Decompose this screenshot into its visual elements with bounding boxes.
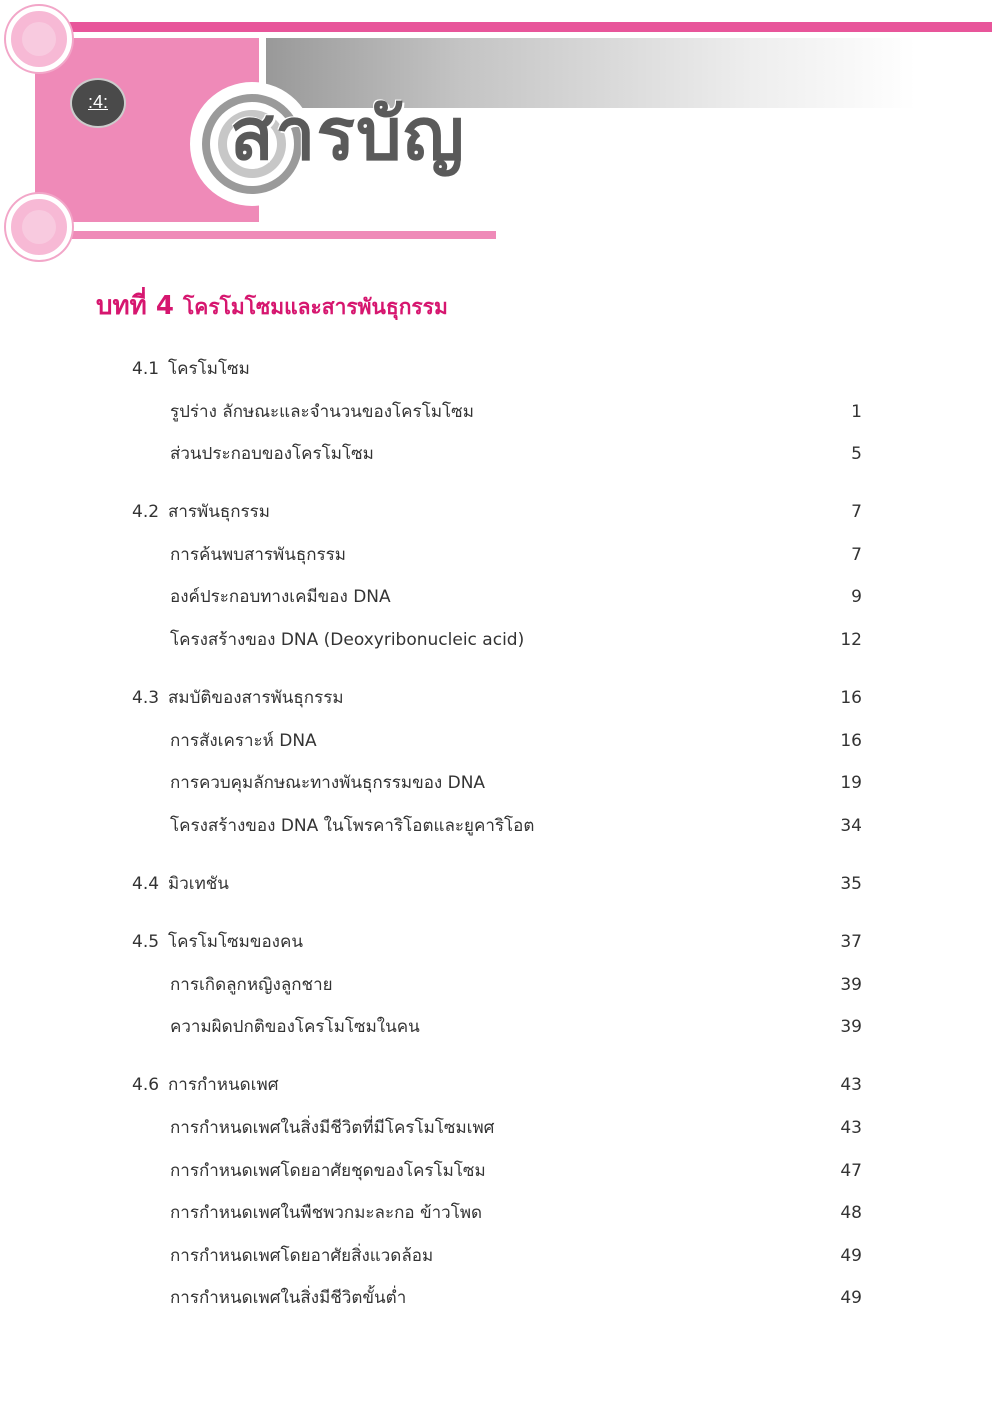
toc-entry-row xyxy=(0,968,992,1002)
toc-entry-row xyxy=(0,1239,992,1273)
toc-page-number: 47 xyxy=(840,1161,862,1181)
toc-section-number: 4.5 xyxy=(132,932,160,952)
toc-entry-label: การกำหนดเพศโดยอาศัยชุดของโครโมโซม xyxy=(170,1161,486,1181)
toc-entry-label: สารพันธุกรรม xyxy=(168,502,271,522)
toc-section-row xyxy=(0,867,992,901)
toc-page-number: 49 xyxy=(840,1246,862,1266)
page-header xyxy=(0,0,992,260)
toc-page-number: 7 xyxy=(851,545,862,565)
toc-entry-row xyxy=(0,1111,992,1145)
toc-page-number: 1 xyxy=(851,402,862,422)
toc-entry-row xyxy=(0,1196,992,1230)
toc-entry-label: ส่วนประกอบของโครโมโซม xyxy=(170,444,374,464)
bottom-decorative-bar xyxy=(72,231,496,239)
toc-section-number: 4.1 xyxy=(132,359,160,379)
toc-section-row xyxy=(0,925,992,959)
chapter-prefix: บทที่ 4 xyxy=(96,291,174,321)
toc-section-row xyxy=(0,495,992,529)
toc-page-number: 43 xyxy=(840,1118,862,1138)
toc-entry-label: การกำหนดเพศโดยอาศัยสิ่งแวดล้อม xyxy=(170,1246,434,1266)
toc-section-number: 4.2 xyxy=(132,502,160,522)
toc-page-number: 37 xyxy=(840,932,862,952)
toc-entry-row xyxy=(0,724,992,758)
toc-entry-row xyxy=(0,809,992,843)
toc-entry-row xyxy=(0,580,992,614)
page-title: สารบัญ xyxy=(230,92,466,176)
toc-entry-label: รูปร่าง ลักษณะและจำนวนของโครโมโซม xyxy=(170,402,474,422)
chapter-badge xyxy=(70,78,126,128)
toc-entry-label: มิวเทชัน xyxy=(168,874,229,894)
toc-entry-row xyxy=(0,538,992,572)
toc-entry-label: การค้นพบสารพันธุกรรม xyxy=(170,545,346,565)
toc-section-number: 4.6 xyxy=(132,1075,160,1095)
toc-section-number: 4.3 xyxy=(132,688,160,708)
toc-page-number: 49 xyxy=(840,1288,862,1308)
pink-circle-ornament xyxy=(6,194,72,260)
toc-entry-row xyxy=(0,395,992,429)
toc-entry-label: การเกิดลูกหญิงลูกชาย xyxy=(170,975,333,995)
chapter-heading xyxy=(96,284,896,329)
toc-entry-row xyxy=(0,437,992,471)
toc-entry-row xyxy=(0,1281,992,1315)
toc-page-number: 9 xyxy=(851,587,862,607)
toc-page-number: 7 xyxy=(851,502,862,522)
toc-entry-row xyxy=(0,623,992,657)
toc-page-number: 16 xyxy=(840,731,862,751)
toc-page-number: 48 xyxy=(840,1203,862,1223)
toc-entry-label: การกำหนดเพศในสิ่งมีชีวิตที่มีโครโมโซมเพศ xyxy=(170,1118,495,1138)
toc-entry-label: สมบัติของสารพันธุกรรม xyxy=(168,688,344,708)
toc-section-row xyxy=(0,681,992,715)
toc-page-number: 34 xyxy=(840,816,862,836)
chapter-name: โครโมโซมและสารพันธุกรรม xyxy=(183,295,448,319)
toc-page-number: 16 xyxy=(840,688,862,708)
toc-entry-label: การกำหนดเพศในพืชพวกมะละกอ ข้าวโพด xyxy=(170,1203,483,1223)
toc-entry-row xyxy=(0,1154,992,1188)
toc-page-number: 19 xyxy=(840,773,862,793)
toc-entry-row xyxy=(0,766,992,800)
toc-entry-label: ความผิดปกติของโครโมโซมในคน xyxy=(170,1017,420,1037)
toc-entry-label: โครงสร้างของ DNA (Deoxyribonucleic acid) xyxy=(170,630,525,650)
toc-entry-label: องค์ประกอบทางเคมีของ DNA xyxy=(170,587,391,607)
toc-page-number: 12 xyxy=(840,630,862,650)
pink-circle-ornament xyxy=(6,6,72,72)
toc-page-number: 35 xyxy=(840,874,862,894)
chapter-badge-label: :4: xyxy=(87,92,108,112)
toc-entry-label: การกำหนดเพศในสิ่งมีชีวิตขั้นต่ำ xyxy=(170,1288,407,1308)
toc-page-number: 43 xyxy=(840,1075,862,1095)
toc-page-number: 39 xyxy=(840,975,862,995)
toc-entry-label: โครโมโซม xyxy=(168,359,250,379)
toc-entry-label: โครงสร้างของ DNA ในโพรคาริโอตและยูคาริโอต xyxy=(170,816,535,836)
toc-entry-label: โครโมโซมของคน xyxy=(168,932,303,952)
top-decorative-bar xyxy=(35,22,992,32)
toc-page-number: 5 xyxy=(851,444,862,464)
toc-entry-label: การกำหนดเพศ xyxy=(168,1075,279,1095)
toc-section-row xyxy=(0,352,992,386)
toc-section-row xyxy=(0,1068,992,1102)
toc-entry-row xyxy=(0,1010,992,1044)
toc-entry-label: การสังเคราะห์ DNA xyxy=(170,731,317,751)
toc-section-number: 4.4 xyxy=(132,874,160,894)
toc-entry-label: การควบคุมลักษณะทางพันธุกรรมของ DNA xyxy=(170,773,486,793)
toc-page-number: 39 xyxy=(840,1017,862,1037)
